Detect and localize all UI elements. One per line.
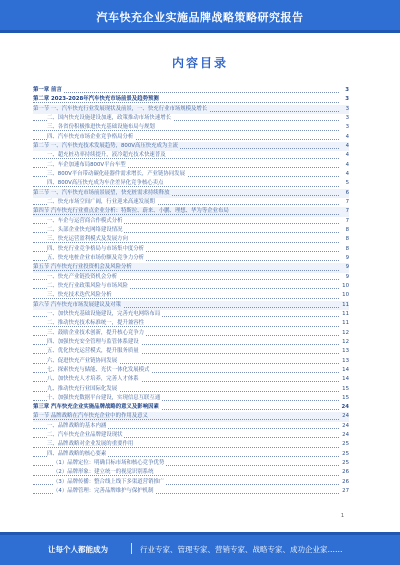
toc-entry-label: 二、推动快充技术标准统一，提升兼容性 [47, 320, 145, 327]
toc-entry-label-wrap [47, 217, 124, 226]
toc-entry-page: 11 [339, 301, 349, 310]
toc-entry-label: 七、探索快充与储能、光伏一体化发展模式 [47, 366, 150, 373]
toc-entry-page: 4 [339, 151, 349, 160]
toc-entry-page: 24 [339, 403, 349, 412]
toc-entry[interactable] [33, 431, 349, 440]
toc-entry-label-wrap [47, 319, 146, 328]
header-edge [0, 30, 400, 33]
toc-entry-page: 3 [339, 105, 349, 114]
toc-entry[interactable] [33, 86, 349, 95]
toc-entry[interactable] [33, 179, 349, 188]
toc-entry[interactable] [33, 254, 349, 263]
toc-entry-label: 一、品牌战略的基本内涵 [47, 422, 107, 429]
toc-entry-label: 二、头部企业快充网络建设情况 [47, 226, 123, 233]
toc-entry-label-wrap [33, 86, 64, 95]
toc-entry-label-wrap [33, 105, 209, 114]
toc-entry[interactable] [33, 226, 349, 235]
toc-entry-page: 3 [339, 95, 349, 104]
toc-entry-page: 4 [339, 133, 349, 142]
toc-entry-label-wrap [47, 245, 146, 254]
toc-entry-label: 二、快充行业政策风险与市场风险 [47, 282, 128, 289]
toc-entry-page: 4 [339, 170, 349, 179]
toc-entry-label: 一、车企与运营商合作模式分析 [47, 217, 123, 224]
toc-entry-label-wrap [47, 338, 141, 347]
toc-entry-label-wrap [53, 487, 155, 496]
toc-entry-label: 第一章 前言 [33, 87, 62, 93]
toc-entry-label: （2）品牌形象：建立统一的视觉识别系统 [53, 469, 154, 476]
toc-entry-label: 第五节 汽车快充行业投资机会及风险分析 [33, 264, 132, 271]
table-of-contents [33, 86, 349, 496]
toc-entry-label: 三、800V平台带动碳化硅器件需求增长，产业链协同发展 [47, 170, 185, 177]
toc-entry-page: 14 [339, 375, 349, 384]
header-band [0, 0, 400, 33]
toc-entry-page: 7 [339, 217, 349, 226]
toc-entry-page: 11 [339, 310, 349, 319]
toc-entry-label-wrap [33, 95, 161, 104]
toc-entry-label: 四、加强快充安全管理与监管体系建设 [47, 338, 139, 345]
toc-entry-label: 二、快充市场空间广阔，行业迎来高速发展期 [47, 198, 155, 205]
toc-entry[interactable] [33, 459, 349, 468]
toc-entry-label-wrap [47, 179, 165, 188]
toc-entry-page: 25 [339, 450, 349, 459]
toc-entry-label-wrap [33, 403, 161, 412]
toc-entry-label-wrap [47, 282, 130, 291]
toc-entry-label: 五、优化快充运营模式，提升服务质量 [47, 348, 139, 355]
toc-entry[interactable] [33, 478, 349, 487]
toc-entry-label-wrap [47, 450, 108, 459]
toc-entry-label: 九、推动快充行业国际化发展 [47, 385, 118, 392]
toc-entry-label-wrap [47, 123, 157, 132]
toc-entry[interactable] [33, 142, 349, 151]
toc-entry-label-wrap [47, 431, 124, 440]
toc-entry[interactable] [33, 245, 349, 254]
toc-entry-page: 6 [339, 189, 349, 198]
toc-entry-page: 7 [339, 207, 349, 216]
footer-slogan: 让每个人都能成为 [48, 545, 108, 554]
toc-entry-page: 25 [339, 459, 349, 468]
toc-entry-label-wrap [47, 133, 135, 142]
toc-entry-label-wrap [33, 301, 123, 310]
toc-entry-label-wrap [47, 310, 162, 319]
toc-entry-label-wrap [47, 291, 114, 300]
toc-entry-label-wrap [47, 375, 141, 384]
toc-entry-label-wrap [47, 114, 173, 123]
toc-entry-label-wrap [53, 478, 166, 487]
toc-entry-label: 第三节 一、汽车快充市场前景展望，快充桩需求持续释放 [33, 189, 170, 196]
footer-band [0, 532, 400, 565]
toc-entry-page: 11 [339, 319, 349, 328]
toc-entry-page: 9 [339, 254, 349, 263]
toc-entry[interactable] [33, 217, 349, 226]
toc-entry[interactable] [33, 329, 349, 338]
toc-entry[interactable] [33, 422, 349, 431]
toc-entry-label-wrap [47, 357, 119, 366]
toc-entry-label: 第二章 2023-2028年汽车快充市场前景及趋势预测 [33, 96, 159, 103]
toc-entry[interactable] [33, 357, 349, 366]
footer-divider [131, 543, 132, 554]
toc-entry[interactable] [33, 403, 349, 412]
toc-entry-label-wrap [47, 170, 187, 179]
toc-entry-page: 8 [339, 245, 349, 254]
toc-entry-page: 27 [339, 487, 349, 496]
toc-entry[interactable] [33, 207, 349, 216]
toc-entry-label: 二、车企加速布局800V平台车型 [47, 161, 126, 168]
toc-entry[interactable] [33, 282, 349, 291]
toc-entry-label-wrap [47, 161, 128, 170]
toc-entry-page: 12 [339, 338, 349, 347]
toc-entry-label: 八、加快快充人才培养，完善人才体系 [47, 376, 139, 383]
toc-entry-label-wrap [53, 459, 166, 468]
toc-entry-label: 十、加强快充数据平台建设，实现信息互联互通 [47, 394, 161, 401]
toc-entry-page: 14 [339, 366, 349, 375]
toc-entry[interactable] [33, 366, 349, 375]
toc-entry-page: 25 [339, 440, 349, 449]
toc-entry[interactable] [33, 385, 349, 394]
toc-entry-label-wrap [47, 273, 119, 282]
toc-entry-label-wrap [33, 207, 231, 216]
toc-entry-label-wrap [47, 151, 168, 160]
toc-entry-page: 3 [339, 86, 349, 95]
toc-entry-label-wrap [33, 263, 134, 272]
toc-dot-leader [33, 92, 339, 93]
toc-entry-label: 一、加快快充基础设施建设，完善充电网络布局 [47, 310, 161, 317]
toc-entry-page: 26 [339, 468, 349, 477]
toc-entry-label-wrap [47, 366, 151, 375]
toc-entry[interactable] [33, 468, 349, 477]
footer-roles: 行业专家、管理专家、营销专家、战略专家、成功企业家…… [140, 545, 343, 554]
toc-entry-page: 13 [339, 347, 349, 356]
page-number: 1 [340, 513, 344, 519]
toc-entry[interactable] [33, 450, 349, 459]
toc-entry-page: 26 [339, 478, 349, 487]
toc-entry-label-wrap [47, 440, 135, 449]
toc-entry-label: 第二节 一、汽车快充技术发展趋势，800V高压快充成为主流 [33, 142, 179, 149]
toc-entry-page: 5 [339, 179, 349, 188]
toc-entry-page: 24 [339, 422, 349, 431]
toc-entry-label: 四、800V高压快充成为车企差异化竞争核心卖点 [47, 180, 164, 187]
toc-entry-page: 10 [339, 291, 349, 300]
toc-entry-label: 三、快充技术迭代风险分析 [47, 292, 112, 299]
toc-entry-page: 13 [339, 357, 349, 366]
toc-entry-label: 二、汽车快充企业品牌建设现状 [47, 432, 123, 439]
toc-entry[interactable] [33, 291, 349, 300]
toc-entry-page: 15 [339, 394, 349, 403]
toc-entry-label: （3）品牌传播：整合线上线下多渠道营销推广 [53, 478, 165, 485]
toc-entry[interactable] [33, 161, 349, 170]
toc-entry-page: 8 [339, 226, 349, 235]
toc-entry-label-wrap [33, 189, 171, 198]
toc-entry[interactable] [33, 114, 349, 123]
toc-entry[interactable] [33, 263, 349, 272]
toc-entry-label: 一、快充产业链投资机会分析 [47, 273, 118, 280]
toc-entry[interactable] [33, 235, 349, 244]
toc-entry[interactable] [33, 487, 349, 496]
toc-entry[interactable] [33, 310, 349, 319]
toc-entry[interactable] [33, 133, 349, 142]
toc-entry[interactable] [33, 170, 349, 179]
toc-entry-page: 8 [339, 235, 349, 244]
toc-entry-label: 三、品牌战略对企业发展的重要作用 [47, 441, 134, 448]
toc-entry-label-wrap [47, 254, 146, 263]
toc-entry[interactable] [33, 123, 349, 132]
toc-entry[interactable] [33, 198, 349, 207]
toc-entry-label: 四、汽车快充市场企业竞争格局分析 [47, 133, 134, 140]
report-title: 汽车快充企业实施品牌战略策略研究报告 [96, 11, 304, 24]
toc-entry-label: （4）品牌管理：完善品牌维护与保护机制 [53, 488, 154, 495]
toc-entry-label: 一、超充桩功率持续提升，液冷超充技术快速普及 [47, 152, 166, 159]
toc-entry-label-wrap [33, 412, 150, 421]
toc-entry-label-wrap [53, 468, 155, 477]
toc-entry-label-wrap [33, 142, 180, 151]
toc-entry-label-wrap [47, 422, 108, 431]
toc-entry-page: 9 [339, 263, 349, 272]
toc-entry[interactable] [33, 394, 349, 403]
toc-entry-page: 12 [339, 329, 349, 338]
toc-entry[interactable] [33, 189, 349, 198]
toc-entry-label: 第六节 汽车快充市场发展建议及对策 [33, 301, 121, 308]
toc-entry-label: 三、快充运营盈利模式及发展方向 [47, 236, 128, 243]
toc-entry-label: 五、快充电桩企业市场份额及竞争力分析 [47, 254, 145, 261]
toc-entry-page: 15 [339, 385, 349, 394]
toc-entry-label: 四、品牌战略的核心要素 [47, 450, 107, 457]
toc-entry-page: 9 [339, 273, 349, 282]
toc-entry[interactable] [33, 338, 349, 347]
toc-entry-page: 24 [339, 431, 349, 440]
toc-entry-label-wrap [47, 347, 141, 356]
toc-entry-page: 3 [339, 123, 349, 132]
toc-heading: 内容目录 [171, 56, 228, 70]
toc-entry-label: （1）品牌定位：明确目标市场和核心竞争优势 [53, 460, 165, 467]
toc-entry-page: 3 [339, 114, 349, 123]
toc-entry[interactable] [33, 95, 349, 104]
toc-entry-label: 第三章 汽车快充企业实施品牌战略的意义及影响因素 [33, 404, 159, 411]
toc-entry[interactable] [33, 412, 349, 421]
toc-entry-label: 第一节 一、汽车快充行业发展现状及前景，一、快充行业市场规模及增长 [33, 105, 208, 112]
toc-entry[interactable] [33, 273, 349, 282]
toc-entry-label-wrap [47, 198, 157, 207]
toc-entry-label-wrap [47, 394, 162, 403]
toc-entry-label: 六、促进快充产业链协同发展 [47, 357, 118, 364]
footer-edge [0, 532, 400, 535]
toc-entry-label: 四、快充行业竞争格局与市场集中度分析 [47, 245, 145, 252]
toc-entry-page: 24 [339, 412, 349, 421]
toc-entry[interactable] [33, 375, 349, 384]
toc-entry-label: 二、国内快充设施建设加速，政策推动市场快速增长 [47, 114, 171, 121]
toc-entry-label-wrap [47, 329, 146, 338]
toc-entry-label: 三、各省份积极推进快充基础设施布局与规划 [47, 124, 155, 131]
toc-entry[interactable] [33, 105, 349, 114]
toc-entry-label: 第四节 汽车快充行业重点企业分析：特斯拉、蔚来、小鹏、理想、华为等企业布局 [33, 208, 229, 215]
toc-entry-label: 第一节 品牌战略在汽车快充企业中的作用及意义 [33, 413, 148, 420]
toc-entry-label-wrap [47, 235, 130, 244]
toc-entry-label: 三、鼓励企业技术创新，提升核心竞争力 [47, 329, 145, 336]
toc-entry[interactable] [33, 440, 349, 449]
toc-entry[interactable] [33, 319, 349, 328]
toc-entry-label-wrap [47, 385, 119, 394]
toc-entry[interactable] [33, 151, 349, 160]
toc-entry[interactable] [33, 347, 349, 356]
toc-entry-page: 4 [339, 142, 349, 151]
toc-entry-page: 7 [339, 198, 349, 207]
toc-entry-label-wrap [47, 226, 124, 235]
toc-entry[interactable] [33, 301, 349, 310]
toc-entry-page: 4 [339, 161, 349, 170]
toc-entry-page: 10 [339, 282, 349, 291]
